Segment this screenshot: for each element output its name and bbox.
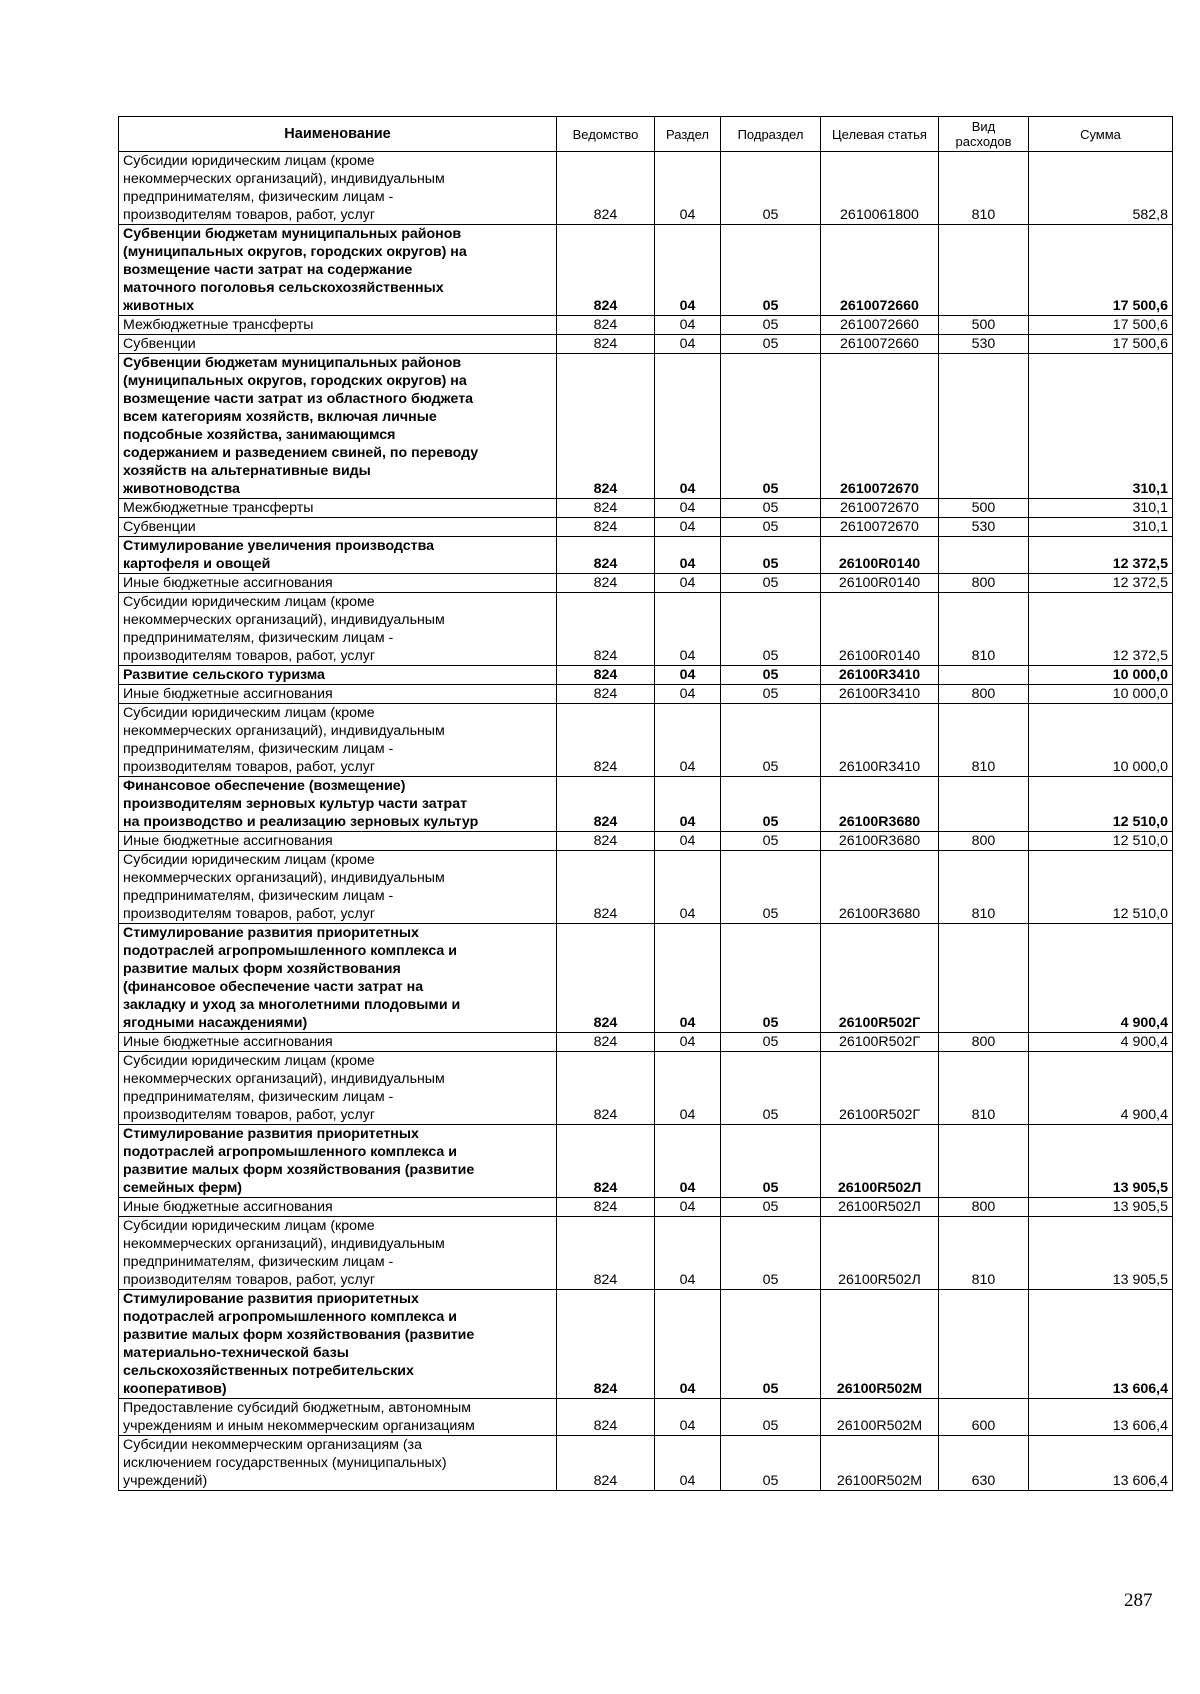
cell-razdel: 04 — [655, 1052, 721, 1125]
cell-cel-statya: 26100R0140 — [821, 593, 939, 666]
cell-vid-rashodov — [939, 537, 1029, 574]
cell-razdel: 04 — [655, 574, 721, 593]
cell-name: Субсидии юридическим лицам (кроме некоммерческих организаций), индивидуальным предпринимателям, физическим лицам - производителям товаров, работ, услуг — [119, 593, 557, 666]
header-vid-rashodov: Вид расходов — [939, 117, 1029, 152]
cell-cel-statya: 26100R502М — [821, 1436, 939, 1491]
cell-razdel: 04 — [655, 316, 721, 335]
cell-vedomstvo: 824 — [557, 685, 655, 704]
cell-razdel: 04 — [655, 152, 721, 225]
table-row — [119, 152, 1173, 225]
cell-vid-rashodov: 500 — [939, 316, 1029, 335]
cell-podrazdel: 05 — [721, 1033, 821, 1052]
cell-name: Субсидии юридическим лицам (кроме некоммерческих организаций), индивидуальным предпринимателям, физическим лицам - производителям товаров, работ, услуг — [119, 152, 557, 225]
cell-cel-statya: 26100R502М — [821, 1290, 939, 1399]
cell-vedomstvo: 824 — [557, 777, 655, 832]
header-vedomstvo: Ведомство — [557, 117, 655, 152]
cell-summa: 10 000,0 — [1029, 666, 1173, 685]
cell-podrazdel: 05 — [721, 152, 821, 225]
cell-summa: 12 510,0 — [1029, 832, 1173, 851]
cell-razdel: 04 — [655, 1399, 721, 1436]
cell-name: Иные бюджетные ассигнования — [119, 1198, 557, 1217]
cell-summa: 17 500,6 — [1029, 316, 1173, 335]
cell-summa: 13 606,4 — [1029, 1290, 1173, 1399]
cell-podrazdel: 05 — [721, 1125, 821, 1198]
cell-vedomstvo: 824 — [557, 1198, 655, 1217]
table-row — [119, 1399, 1173, 1436]
cell-vid-rashodov — [939, 1125, 1029, 1198]
cell-razdel: 04 — [655, 1436, 721, 1491]
cell-vid-rashodov — [939, 924, 1029, 1033]
cell-vid-rashodov: 810 — [939, 704, 1029, 777]
cell-vedomstvo: 824 — [557, 924, 655, 1033]
cell-vid-rashodov — [939, 225, 1029, 316]
cell-name: Стимулирование увеличения производства картофеля и овощей — [119, 537, 557, 574]
table-row — [119, 537, 1173, 574]
cell-cel-statya: 26100R3680 — [821, 832, 939, 851]
cell-vedomstvo: 824 — [557, 1399, 655, 1436]
cell-summa: 310,1 — [1029, 354, 1173, 499]
cell-vid-rashodov: 800 — [939, 685, 1029, 704]
cell-razdel: 04 — [655, 1198, 721, 1217]
cell-podrazdel: 05 — [721, 704, 821, 777]
cell-razdel: 04 — [655, 851, 721, 924]
table-row — [119, 518, 1173, 537]
cell-cel-statya: 2610072660 — [821, 335, 939, 354]
cell-vid-rashodov: 530 — [939, 335, 1029, 354]
cell-podrazdel: 05 — [721, 666, 821, 685]
cell-cel-statya: 26100R3680 — [821, 851, 939, 924]
cell-name: Субсидии юридическим лицам (кроме некоммерческих организаций), индивидуальным предпринимателям, физическим лицам - производителям товаров, работ, услуг — [119, 851, 557, 924]
cell-vedomstvo: 824 — [557, 518, 655, 537]
cell-podrazdel: 05 — [721, 851, 821, 924]
cell-summa: 582,8 — [1029, 152, 1173, 225]
cell-razdel: 04 — [655, 666, 721, 685]
cell-vid-rashodov: 600 — [939, 1399, 1029, 1436]
header-name: Наименование — [119, 117, 557, 152]
cell-cel-statya: 26100R502Г — [821, 1033, 939, 1052]
cell-name: Субсидии некоммерческим организациям (за исключением государственных (муниципальных) учреждений) — [119, 1436, 557, 1491]
cell-name: Иные бюджетные ассигнования — [119, 685, 557, 704]
cell-summa: 10 000,0 — [1029, 685, 1173, 704]
cell-podrazdel: 05 — [721, 1198, 821, 1217]
cell-razdel: 04 — [655, 225, 721, 316]
cell-vid-rashodov: 800 — [939, 1033, 1029, 1052]
cell-vid-rashodov: 800 — [939, 1198, 1029, 1217]
cell-cel-statya: 26100R502Г — [821, 1052, 939, 1125]
cell-vedomstvo: 824 — [557, 1052, 655, 1125]
table-row — [119, 593, 1173, 666]
cell-vid-rashodov: 500 — [939, 499, 1029, 518]
cell-vedomstvo: 824 — [557, 574, 655, 593]
cell-name: Стимулирование развития приоритетных подотраслей агропромышленного комплекса и развитие малых форм хозяйствования (развитие материально-технической базы сельскохозяйственных потребительских кооперативов) — [119, 1290, 557, 1399]
cell-vid-rashodov — [939, 777, 1029, 832]
table-row — [119, 1125, 1173, 1198]
cell-summa: 17 500,6 — [1029, 335, 1173, 354]
cell-name: Субсидии юридическим лицам (кроме некоммерческих организаций), индивидуальным предпринимателям, физическим лицам - производителям товаров, работ, услуг — [119, 704, 557, 777]
cell-vedomstvo: 824 — [557, 225, 655, 316]
cell-name: Стимулирование развития приоритетных подотраслей агропромышленного комплекса и развитие малых форм хозяйствования (финансовое обеспечение части затрат на закладку и уход за многолетними плодовыми и ягодными насаждениями) — [119, 924, 557, 1033]
cell-summa: 310,1 — [1029, 499, 1173, 518]
cell-name: Субсидии юридическим лицам (кроме некоммерческих организаций), индивидуальным предпринимателям, физическим лицам - производителям товаров, работ, услуг — [119, 1052, 557, 1125]
cell-podrazdel: 05 — [721, 499, 821, 518]
cell-podrazdel: 05 — [721, 832, 821, 851]
cell-summa: 13 606,4 — [1029, 1436, 1173, 1491]
cell-name: Иные бюджетные ассигнования — [119, 574, 557, 593]
cell-summa: 4 900,4 — [1029, 924, 1173, 1033]
cell-razdel: 04 — [655, 1033, 721, 1052]
cell-razdel: 04 — [655, 777, 721, 832]
cell-vid-rashodov: 800 — [939, 574, 1029, 593]
cell-podrazdel: 05 — [721, 335, 821, 354]
cell-podrazdel: 05 — [721, 574, 821, 593]
cell-summa: 13 905,5 — [1029, 1198, 1173, 1217]
cell-vid-rashodov: 810 — [939, 152, 1029, 225]
cell-vid-rashodov — [939, 1290, 1029, 1399]
table-row — [119, 1436, 1173, 1491]
cell-razdel: 04 — [655, 335, 721, 354]
cell-vedomstvo: 824 — [557, 851, 655, 924]
cell-summa: 13 905,5 — [1029, 1125, 1173, 1198]
cell-cel-statya: 26100R502Л — [821, 1198, 939, 1217]
cell-vid-rashodov: 800 — [939, 832, 1029, 851]
cell-vedomstvo: 824 — [557, 537, 655, 574]
cell-podrazdel: 05 — [721, 924, 821, 1033]
cell-summa: 12 372,5 — [1029, 593, 1173, 666]
cell-cel-statya: 2610072670 — [821, 499, 939, 518]
cell-razdel: 04 — [655, 537, 721, 574]
header-podrazdel: Подраздел — [721, 117, 821, 152]
cell-razdel: 04 — [655, 354, 721, 499]
cell-name: Стимулирование развития приоритетных подотраслей агропромышленного комплекса и развитие малых форм хозяйствования (развитие семейных ферм) — [119, 1125, 557, 1198]
table-row — [119, 685, 1173, 704]
table-row — [119, 1052, 1173, 1125]
cell-vid-rashodov: 630 — [939, 1436, 1029, 1491]
table-row — [119, 335, 1173, 354]
cell-cel-statya: 26100R3410 — [821, 685, 939, 704]
header-cel-statya: Целевая статья — [821, 117, 939, 152]
table-row — [119, 1217, 1173, 1290]
cell-name: Субвенции бюджетам муниципальных районов (муниципальных округов, городских округов) на возмещение части затрат на содержание маточного поголовья сельскохозяйственных животных — [119, 225, 557, 316]
cell-podrazdel: 05 — [721, 1052, 821, 1125]
cell-vid-rashodov: 810 — [939, 1217, 1029, 1290]
cell-podrazdel: 05 — [721, 518, 821, 537]
cell-name: Межбюджетные трансферты — [119, 316, 557, 335]
cell-razdel: 04 — [655, 593, 721, 666]
table-row — [119, 924, 1173, 1033]
cell-cel-statya: 26100R3680 — [821, 777, 939, 832]
cell-razdel: 04 — [655, 832, 721, 851]
table-row — [119, 1198, 1173, 1217]
table-row — [119, 851, 1173, 924]
cell-cel-statya: 26100R502Л — [821, 1217, 939, 1290]
cell-name: Субвенции — [119, 335, 557, 354]
cell-cel-statya: 2610072670 — [821, 354, 939, 499]
table-row — [119, 704, 1173, 777]
table-row — [119, 499, 1173, 518]
cell-podrazdel: 05 — [721, 1399, 821, 1436]
cell-cel-statya: 26100R502Г — [821, 924, 939, 1033]
cell-razdel: 04 — [655, 1290, 721, 1399]
cell-podrazdel: 05 — [721, 1217, 821, 1290]
table-row — [119, 777, 1173, 832]
page-number: 287 — [1124, 1590, 1153, 1611]
cell-name: Развитие сельского туризма — [119, 666, 557, 685]
cell-vid-rashodov: 530 — [939, 518, 1029, 537]
cell-razdel: 04 — [655, 1125, 721, 1198]
cell-name: Субвенции — [119, 518, 557, 537]
table-body — [119, 152, 1173, 1491]
cell-razdel: 04 — [655, 499, 721, 518]
cell-cel-statya: 2610072670 — [821, 518, 939, 537]
cell-name: Субвенции бюджетам муниципальных районов (муниципальных округов, городских округов) на возмещение части затрат из областного бюджета всем категориям хозяйств, включая личные подсобные хозяйства, занимающимся содержанием и разведением свиней, по переводу хозяйств на альтернативные виды животноводства — [119, 354, 557, 499]
table-header-row — [119, 117, 1173, 152]
cell-summa: 10 000,0 — [1029, 704, 1173, 777]
cell-cel-statya: 2610072660 — [821, 225, 939, 316]
cell-vedomstvo: 824 — [557, 316, 655, 335]
cell-razdel: 04 — [655, 924, 721, 1033]
cell-podrazdel: 05 — [721, 354, 821, 499]
cell-cel-statya: 26100R3410 — [821, 704, 939, 777]
table-row — [119, 666, 1173, 685]
cell-cel-statya: 26100R502М — [821, 1399, 939, 1436]
table-row — [119, 225, 1173, 316]
cell-summa: 12 510,0 — [1029, 777, 1173, 832]
table-row — [119, 1033, 1173, 1052]
cell-razdel: 04 — [655, 685, 721, 704]
cell-podrazdel: 05 — [721, 593, 821, 666]
cell-cel-statya: 2610061800 — [821, 152, 939, 225]
cell-cel-statya: 26100R0140 — [821, 537, 939, 574]
cell-summa: 12 510,0 — [1029, 851, 1173, 924]
cell-summa: 4 900,4 — [1029, 1033, 1173, 1052]
cell-summa: 4 900,4 — [1029, 1052, 1173, 1125]
cell-vedomstvo: 824 — [557, 832, 655, 851]
cell-vid-rashodov — [939, 354, 1029, 499]
cell-cel-statya: 26100R502Л — [821, 1125, 939, 1198]
cell-razdel: 04 — [655, 704, 721, 777]
cell-vedomstvo: 824 — [557, 354, 655, 499]
cell-vedomstvo: 824 — [557, 1033, 655, 1052]
cell-name: Финансовое обеспечение (возмещение) производителям зерновых культур части затрат на производство и реализацию зерновых культур — [119, 777, 557, 832]
cell-cel-statya: 26100R0140 — [821, 574, 939, 593]
cell-name: Межбюджетные трансферты — [119, 499, 557, 518]
cell-razdel: 04 — [655, 1217, 721, 1290]
table-row — [119, 574, 1173, 593]
cell-vedomstvo: 824 — [557, 704, 655, 777]
cell-vid-rashodov — [939, 666, 1029, 685]
cell-vid-rashodov: 810 — [939, 1052, 1029, 1125]
cell-cel-statya: 2610072660 — [821, 316, 939, 335]
cell-podrazdel: 05 — [721, 1436, 821, 1491]
cell-podrazdel: 05 — [721, 537, 821, 574]
cell-podrazdel: 05 — [721, 685, 821, 704]
cell-summa: 13 606,4 — [1029, 1399, 1173, 1436]
cell-vedomstvo: 824 — [557, 1125, 655, 1198]
cell-vedomstvo: 824 — [557, 1290, 655, 1399]
cell-vedomstvo: 824 — [557, 1217, 655, 1290]
header-razdel: Раздел — [655, 117, 721, 152]
cell-summa: 12 372,5 — [1029, 574, 1173, 593]
cell-podrazdel: 05 — [721, 316, 821, 335]
table-row — [119, 354, 1173, 499]
cell-vedomstvo: 824 — [557, 1436, 655, 1491]
cell-name: Иные бюджетные ассигнования — [119, 832, 557, 851]
cell-name: Субсидии юридическим лицам (кроме некоммерческих организаций), индивидуальным предпринимателям, физическим лицам - производителям товаров, работ, услуг — [119, 1217, 557, 1290]
cell-summa: 13 905,5 — [1029, 1217, 1173, 1290]
table-row — [119, 316, 1173, 335]
table-row — [119, 832, 1173, 851]
budget-table — [118, 116, 1173, 1491]
table-row — [119, 1290, 1173, 1399]
cell-cel-statya: 26100R3410 — [821, 666, 939, 685]
cell-vedomstvo: 824 — [557, 152, 655, 225]
cell-vid-rashodov: 810 — [939, 593, 1029, 666]
cell-vedomstvo: 824 — [557, 335, 655, 354]
cell-summa: 310,1 — [1029, 518, 1173, 537]
cell-podrazdel: 05 — [721, 777, 821, 832]
cell-name: Иные бюджетные ассигнования — [119, 1033, 557, 1052]
cell-razdel: 04 — [655, 518, 721, 537]
cell-vedomstvo: 824 — [557, 593, 655, 666]
cell-vedomstvo: 824 — [557, 499, 655, 518]
cell-summa: 12 372,5 — [1029, 537, 1173, 574]
cell-vedomstvo: 824 — [557, 666, 655, 685]
header-summa: Сумма — [1029, 117, 1173, 152]
cell-summa: 17 500,6 — [1029, 225, 1173, 316]
cell-podrazdel: 05 — [721, 225, 821, 316]
cell-podrazdel: 05 — [721, 1290, 821, 1399]
cell-vid-rashodov: 810 — [939, 851, 1029, 924]
cell-name: Предоставление субсидий бюджетным, автономным учреждениям и иным некоммерческим организациям — [119, 1399, 557, 1436]
